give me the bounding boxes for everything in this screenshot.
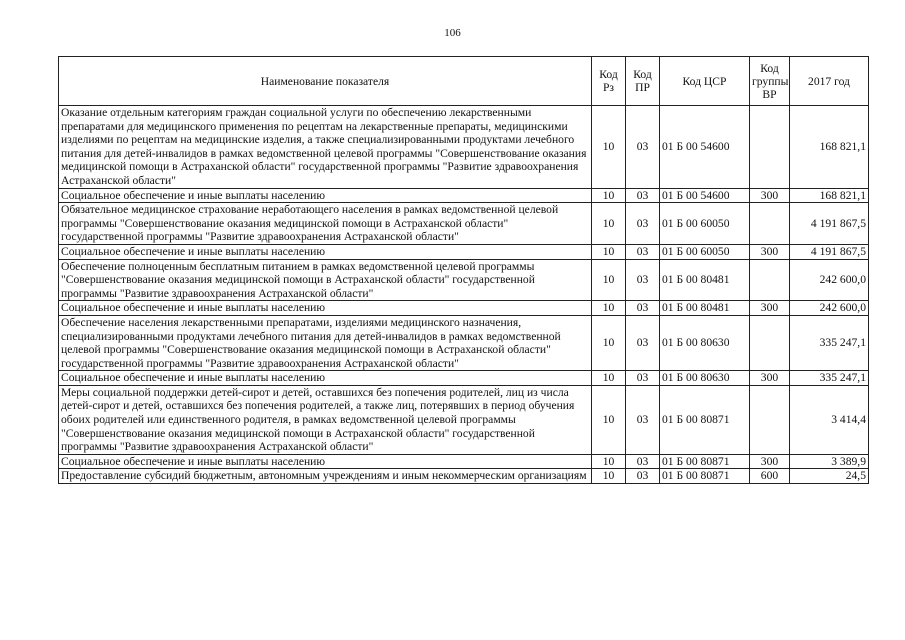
table-row	[59, 301, 869, 316]
cell-csr: 01 Б 00 80871	[660, 385, 750, 454]
cell-vr	[750, 385, 790, 454]
cell-sum: 3 389,9	[790, 454, 869, 469]
cell-sum: 335 247,1	[790, 315, 869, 370]
cell-sum: 24,5	[790, 469, 869, 484]
cell-vr	[750, 106, 790, 189]
cell-vr: 300	[750, 371, 790, 386]
cell-sum: 335 247,1	[790, 371, 869, 386]
table-row	[59, 259, 869, 301]
table-row	[59, 454, 869, 469]
cell-csr: 01 Б 00 80871	[660, 469, 750, 484]
table-row	[59, 244, 869, 259]
cell-csr: 01 Б 00 54600	[660, 106, 750, 189]
cell-name: Социальное обеспечение и иные выплаты населению	[59, 301, 592, 316]
cell-sum: 168 821,1	[790, 106, 869, 189]
cell-pr: 03	[626, 188, 660, 203]
table-row	[59, 188, 869, 203]
table-row	[59, 106, 869, 189]
cell-csr: 01 Б 00 80871	[660, 454, 750, 469]
cell-pr: 03	[626, 454, 660, 469]
cell-csr: 01 Б 00 60050	[660, 203, 750, 245]
cell-csr: 01 Б 00 80481	[660, 259, 750, 301]
cell-pr: 03	[626, 244, 660, 259]
cell-vr: 300	[750, 454, 790, 469]
header-sum: 2017 год	[790, 57, 869, 106]
cell-rz: 10	[592, 259, 626, 301]
table-row	[59, 371, 869, 386]
cell-sum: 242 600,0	[790, 301, 869, 316]
table-row	[59, 469, 869, 484]
cell-name: Социальное обеспечение и иные выплаты населению	[59, 371, 592, 386]
cell-csr: 01 Б 00 54600	[660, 188, 750, 203]
cell-name: Социальное обеспечение и иные выплаты населению	[59, 454, 592, 469]
cell-rz: 10	[592, 188, 626, 203]
cell-csr: 01 Б 00 80481	[660, 301, 750, 316]
cell-name: Обязательное медицинское страхование неработающего населения в рамках ведомственной целевой программы "Совершенствование оказания медицинской помощи в Астраханской области" государственной программы "Развитие здравоохранения Астраханской области"	[59, 203, 592, 245]
cell-vr: 300	[750, 301, 790, 316]
cell-name: Обеспечение населения лекарственными препаратами, изделиями медицинского назначения, специализированными продуктами лечебного питания для детей-инвалидов в рамках ведомственной целевой программы "Совершенствование оказания медицинской помощи в Астраханской области" государственной программы "Развитие здравоохранения Астраханской области"	[59, 315, 592, 370]
cell-name: Социальное обеспечение и иные выплаты населению	[59, 244, 592, 259]
cell-sum: 168 821,1	[790, 188, 869, 203]
cell-rz: 10	[592, 301, 626, 316]
cell-csr: 01 Б 00 80630	[660, 315, 750, 370]
cell-rz: 10	[592, 469, 626, 484]
cell-vr: 300	[750, 244, 790, 259]
cell-csr: 01 Б 00 80630	[660, 371, 750, 386]
cell-name: Социальное обеспечение и иные выплаты населению	[59, 188, 592, 203]
cell-vr: 300	[750, 188, 790, 203]
table-row	[59, 315, 869, 370]
header-vr: Код группы ВР	[750, 57, 790, 106]
page-number: 106	[444, 27, 461, 39]
table-row	[59, 385, 869, 454]
cell-vr	[750, 203, 790, 245]
cell-vr	[750, 259, 790, 301]
cell-pr: 03	[626, 469, 660, 484]
cell-name: Оказание отдельным категориям граждан социальной услуги по обеспечению лекарственными препаратами для медицинского применения по рецептам на лекарственные препараты, медицинскими изделиями по рецептам на медицинские изделия, а также специализированными продуктами лечебного питания для детей-инвалидов в рамках ведомственной целевой программы "Совершенствование оказания медицинской помощи в Астраханской области" государственной программы "Развитие здравоохранения Астраханской области"	[59, 106, 592, 189]
cell-sum: 3 414,4	[790, 385, 869, 454]
header-csr: Код ЦСР	[660, 57, 750, 106]
cell-sum: 4 191 867,5	[790, 244, 869, 259]
cell-pr: 03	[626, 106, 660, 189]
cell-rz: 10	[592, 371, 626, 386]
cell-csr: 01 Б 00 60050	[660, 244, 750, 259]
cell-name: Предоставление субсидий бюджетным, автономным учреждениям и иным некоммерческим организациям	[59, 469, 592, 484]
cell-name: Обеспечение полноценным бесплатным питанием в рамках ведомственной целевой программы "Совершенствование оказания медицинской помощи в Астраханской области" государственной программы "Развитие здравоохранения Астраханской области"	[59, 259, 592, 301]
cell-rz: 10	[592, 203, 626, 245]
table-body	[59, 106, 869, 484]
cell-rz: 10	[592, 385, 626, 454]
cell-rz: 10	[592, 315, 626, 370]
cell-pr: 03	[626, 259, 660, 301]
cell-vr: 600	[750, 469, 790, 484]
table-header-row	[59, 57, 869, 106]
cell-rz: 10	[592, 454, 626, 469]
cell-sum: 242 600,0	[790, 259, 869, 301]
cell-vr	[750, 315, 790, 370]
header-rz: Код Рз	[592, 57, 626, 106]
cell-pr: 03	[626, 371, 660, 386]
cell-sum: 4 191 867,5	[790, 203, 869, 245]
header-pr: Код ПР	[626, 57, 660, 106]
budget-table	[58, 56, 869, 484]
cell-pr: 03	[626, 385, 660, 454]
cell-rz: 10	[592, 106, 626, 189]
table-row	[59, 203, 869, 245]
cell-rz: 10	[592, 244, 626, 259]
cell-pr: 03	[626, 203, 660, 245]
cell-pr: 03	[626, 315, 660, 370]
cell-name: Меры социальной поддержки детей-сирот и детей, оставшихся без попечения родителей, лиц из числа детей-сирот и детей, оставшихся без попечения родителей, а также лиц, потерявших в период обучения обоих родителей или единственного родителя, в рамках ведомственной целевой программы "Совершенствование оказания медицинской помощи в Астраханской области" государственной программы "Развитие здравоохранения Астраханской области"	[59, 385, 592, 454]
cell-pr: 03	[626, 301, 660, 316]
header-name: Наименование показателя	[59, 57, 592, 106]
